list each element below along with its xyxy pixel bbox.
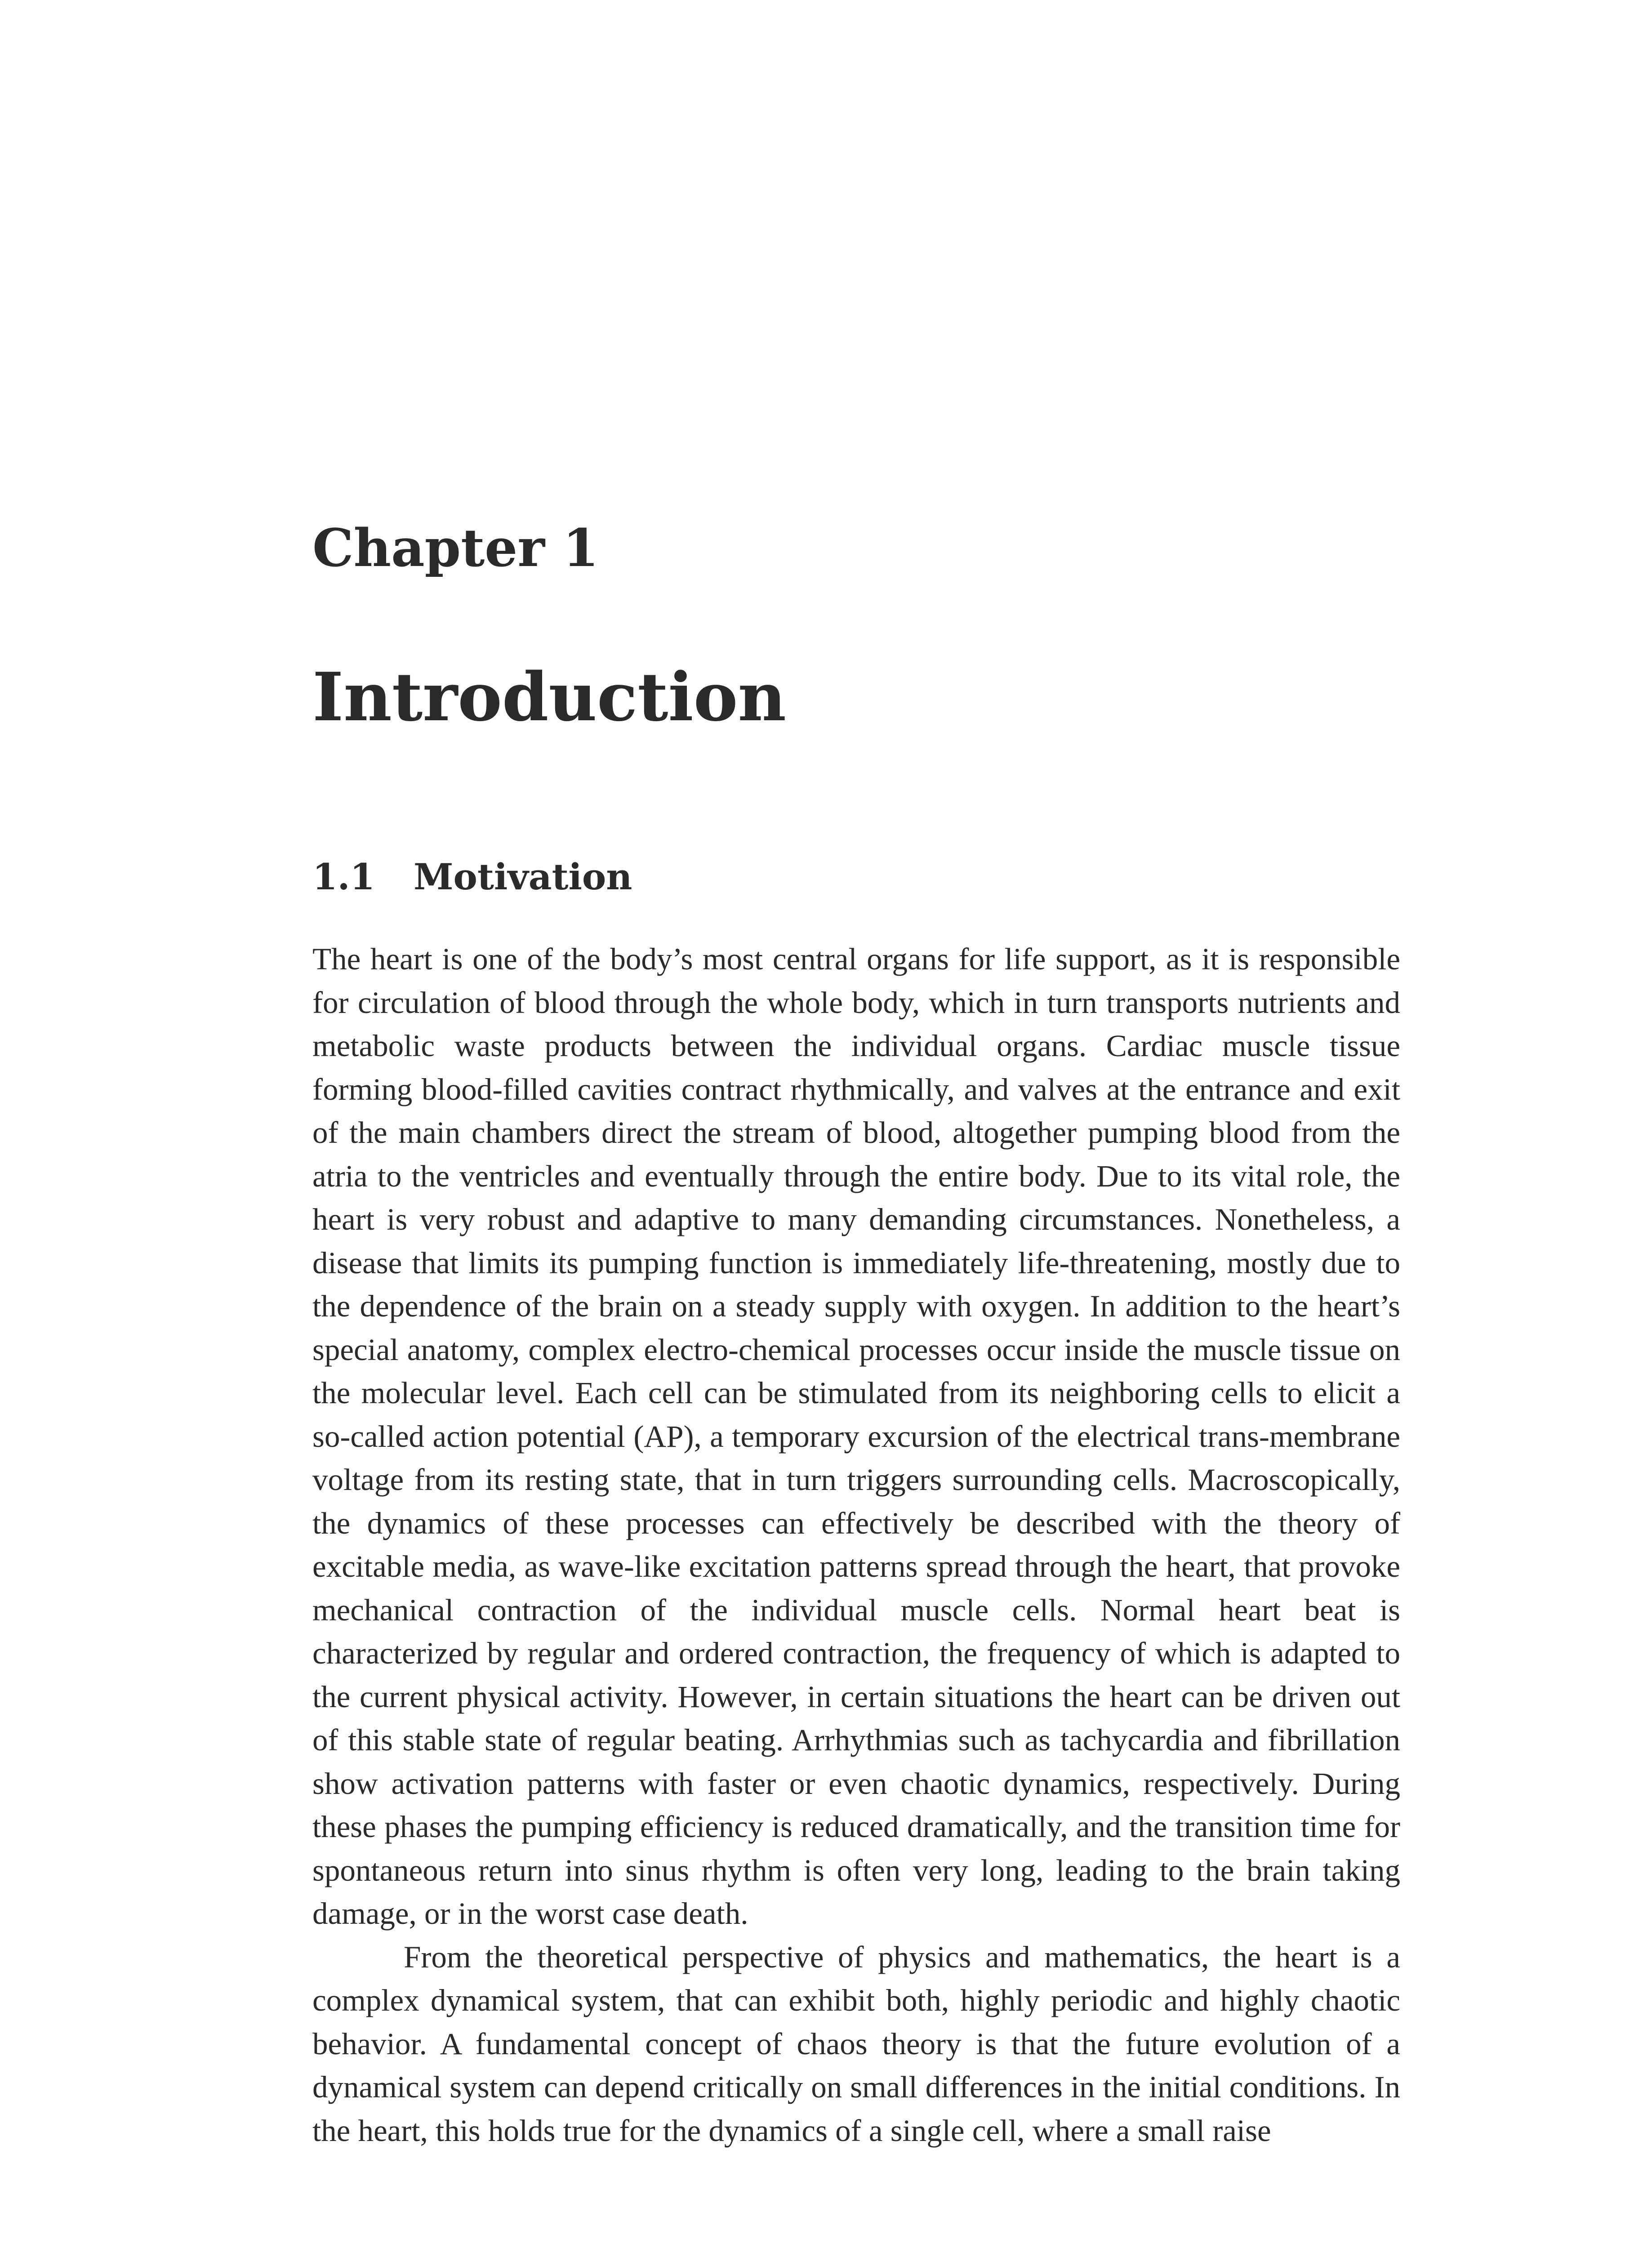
chapter-title: Introduction [312,658,786,736]
section-number: 1.1 [312,856,375,898]
body-text [312,937,1400,2152]
section-title: Motivation [414,856,632,898]
paragraph-2: From the theoretical perspective of physics and mathematics, the heart is a complex dynamical system, that can exhibit both, highly periodic and highly chaotic behavior. A fundamental concept of chaos theory is that the future evolution of a dynamical system can depend critically on small differences in the initial conditions. In the heart, this holds true for the dynamics of a single cell, where a small raise [312,1940,1400,2148]
chapter-label: Chapter 1 [312,518,599,579]
section-heading [312,854,632,899]
paragraph-1: The heart is one of the body’s most central organs for life support, as it is responsible for circulation of blood through the whole body, which in turn transports nutrients and metabolic waste products between the individual organs. Cardiac muscle tissue forming blood-filled cavities contract rhythmically, and valves at the entrance and exit of the main chambers direct the stream of blood, altogether pumping blood from the atria to the ventricles and eventually through the entire body. Due to its vital role, the heart is very robust and adaptive to many demanding circumstances. Nonetheless, a disease that limits its pumping function is immediately life-threatening, mostly due to the dependence of the brain on a steady supply with oxygen. In addition to the heart’s special anatomy, complex electro-chemical processes occur inside the muscle tissue on the molecular level. Each cell can be stimulated from its neighboring cells to elicit a so-called action potential (AP), a temporary excursion of the electrical trans-membrane voltage from its resting state, that in turn triggers surrounding cells. Macroscopically, the dynamics of these processes can effectively be described with the theory of excitable media, as wave-like excitation patterns spread through the heart, that provoke mechanical contraction of the individual muscle cells. Normal heart beat is characterized by regular and ordered contraction, the frequency of which is adapted to the current physical activity. However, in certain situations the heart can be driven out of this stable state of regular beating. Arrhythmias such as tachycardia and fibrillation show activation patterns with faster or even chaotic dynamics, respectively. During these phases the pumping efficiency is reduced dramatically, and the transition time for spontaneous return into sinus rhythm is often very long, leading to the brain taking damage, or in the worst case death. [312,942,1400,1931]
